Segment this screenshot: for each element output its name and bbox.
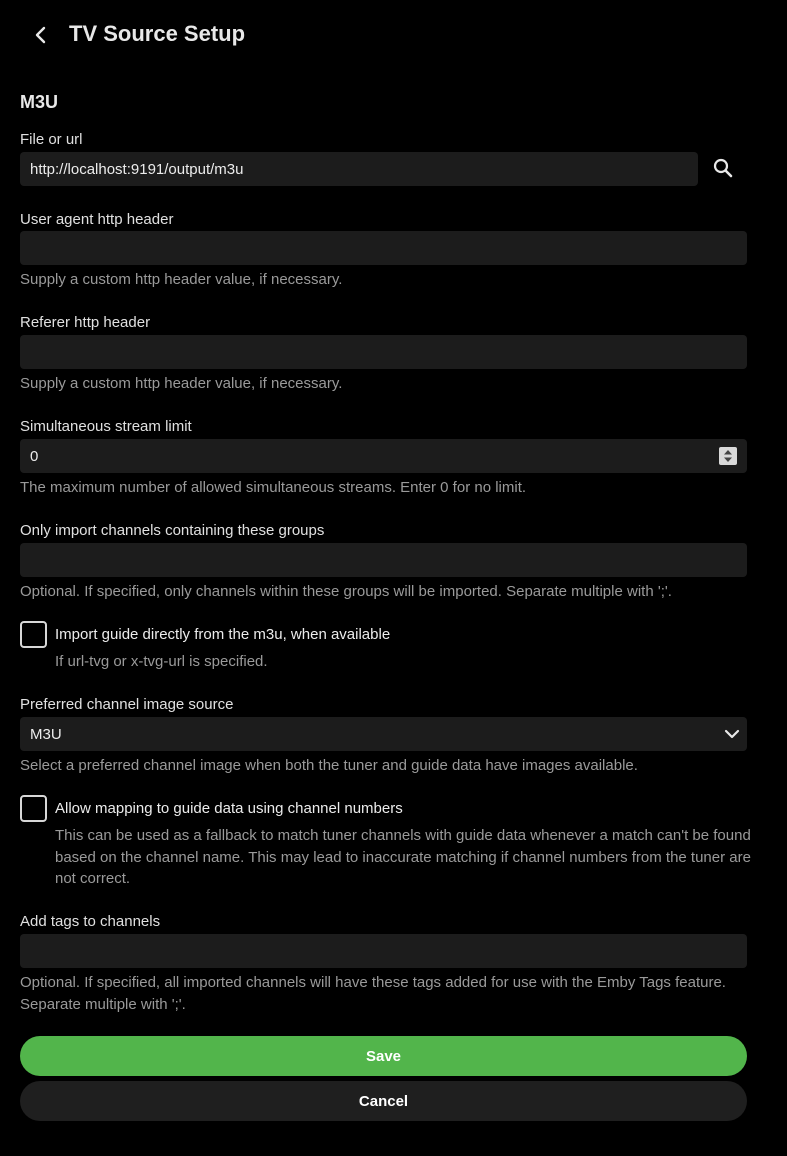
stream-limit-stepper[interactable] (719, 447, 737, 465)
tags-hint: Optional. If specified, all imported channels will have these tags added for use with the Emby Tags feature. Separate multiple with ';'. (20, 974, 726, 1013)
channel-mapping-hint: This can be used as a fallback to match tuner channels with guide data whenever a match can't be found based on the channel name. This may lead to inaccurate matching if channel numbers from the tuner are not correct. (55, 827, 751, 887)
user-agent-hint: Supply a custom http header value, if necessary. (20, 271, 343, 288)
search-button[interactable] (706, 151, 740, 185)
tags-label: Add tags to channels (20, 913, 161, 930)
section-title: M3U (20, 92, 59, 112)
user-agent-input[interactable] (20, 231, 747, 265)
groups-input[interactable] (20, 543, 747, 577)
tags-input[interactable] (20, 934, 747, 968)
import-guide-label[interactable]: Import guide directly from the m3u, when available (55, 626, 391, 643)
search-icon (712, 157, 734, 179)
file-url-label: File or url (20, 131, 83, 148)
header (0, 0, 787, 68)
user-agent-label: User agent http header (20, 211, 174, 228)
import-guide-hint: If url-tvg or x-tvg-url is specified. (55, 653, 268, 670)
image-source-value: M3U (30, 726, 62, 743)
channel-mapping-label[interactable]: Allow mapping to guide data using channel numbers (55, 800, 403, 817)
save-button[interactable]: Save (20, 1036, 747, 1076)
groups-label: Only import channels containing these groups (20, 522, 325, 539)
stream-limit-hint: The maximum number of allowed simultaneous streams. Enter 0 for no limit. (20, 479, 527, 496)
spin-arrows-icon (723, 449, 733, 463)
back-button[interactable] (24, 18, 58, 52)
stream-limit-label: Simultaneous stream limit (20, 418, 192, 435)
referer-label: Referer http header (20, 314, 151, 331)
image-source-select[interactable] (20, 717, 747, 751)
cancel-button[interactable]: Cancel (20, 1081, 747, 1121)
channel-mapping-checkbox[interactable] (20, 795, 47, 822)
referer-input[interactable] (20, 335, 747, 369)
chevron-down-icon (724, 727, 740, 741)
file-url-input[interactable] (20, 152, 698, 186)
image-source-label: Preferred channel image source (20, 696, 234, 713)
page-title: TV Source Setup (69, 21, 246, 46)
chevron-left-icon (31, 25, 51, 45)
stream-limit-input[interactable] (20, 439, 747, 473)
image-source-hint: Select a preferred channel image when both the tuner and guide data have images available. (20, 757, 638, 774)
import-guide-checkbox[interactable] (20, 621, 47, 648)
groups-hint: Optional. If specified, only channels within these groups will be imported. Separate multiple with ';'. (20, 583, 672, 600)
referer-hint: Supply a custom http header value, if necessary. (20, 375, 343, 392)
